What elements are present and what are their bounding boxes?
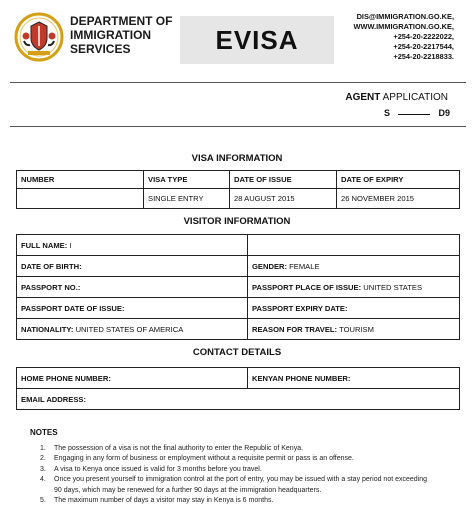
cell-visa-type: SINGLE ENTRY	[144, 189, 230, 209]
application-label: APPLICATION	[380, 92, 448, 103]
passport-place-cell	[248, 277, 460, 298]
email-cell	[17, 389, 460, 410]
full-name-value: I	[69, 240, 72, 250]
document-title: EVISA	[215, 25, 299, 55]
note-text: Once you present yourself to immigration control at the port of entry, you may be issued with a stay period not exceeding	[54, 476, 428, 484]
code-redaction-line	[398, 114, 430, 115]
nationality-cell	[17, 319, 248, 340]
note-item	[40, 444, 460, 454]
contact-phone-2: +254-20-2217544,	[393, 42, 454, 51]
department-line-1: DEPARTMENT OF	[70, 14, 173, 28]
home-phone-cell	[17, 368, 248, 389]
visitor-row-passport-dates	[17, 298, 460, 319]
note-text: Engaging in any form of business or employment without a requisite permit or pass is an offense.	[54, 455, 354, 463]
header-divider	[10, 82, 466, 83]
full-name-label: FULL NAME:	[21, 240, 68, 250]
note-text: 90 days, which may be renewed for a further 90 days at the immigration headquarters.	[54, 486, 322, 494]
header-date-of-issue: DATE OF ISSUE	[230, 171, 337, 189]
note-number: 5.	[40, 497, 46, 505]
note-item-continuation	[40, 486, 460, 496]
visitor-info-title: VISITOR INFORMATION	[183, 216, 291, 227]
nationality-value: UNITED STATES OF AMERICA	[75, 324, 184, 334]
empty-cell	[248, 235, 460, 256]
contact-email[interactable]: DIS@IMMIGRATION.GO.KE,	[356, 12, 454, 21]
visitor-info-table	[16, 234, 460, 340]
notes-list	[40, 444, 460, 506]
contact-details-title: CONTACT DETAILS	[192, 347, 282, 358]
code-end: D9	[438, 108, 450, 118]
visitor-row-name	[17, 235, 460, 256]
agent-application	[345, 92, 448, 103]
dob-cell	[17, 256, 248, 277]
notes-title: NOTES	[30, 428, 58, 437]
note-number: 4.	[40, 476, 46, 484]
note-text: The maximum number of days a visitor may stay in Kenya is 6 months.	[54, 497, 274, 505]
contact-website[interactable]: WWW.IMMIGRATION.GO.KE,	[353, 22, 454, 31]
visa-info-data-row	[17, 189, 460, 209]
note-item	[40, 475, 460, 485]
gender-label: GENDER:	[252, 261, 288, 271]
cell-date-of-expiry: 26 NOVEMBER 2015	[337, 189, 460, 209]
note-number: 1.	[40, 445, 46, 452]
note-number: 3.	[40, 465, 46, 473]
nationality-label: NATIONALITY:	[21, 324, 74, 334]
contact-phone-1: +254-20-2222022,	[393, 32, 454, 41]
note-number	[40, 486, 54, 496]
application-code	[384, 108, 450, 120]
header-date-of-expiry: DATE OF EXPIRY	[337, 171, 460, 189]
visitor-row-nationality	[17, 319, 460, 340]
visa-info-table	[16, 170, 460, 209]
cell-number	[17, 189, 144, 209]
header-number: NUMBER	[17, 171, 144, 189]
agent-divider	[10, 126, 466, 127]
agent-label: AGENT	[345, 92, 381, 103]
full-name-cell	[17, 235, 248, 256]
gender-cell	[248, 256, 460, 277]
email-label: EMAIL ADDRESS:	[21, 394, 86, 404]
contact-block	[354, 12, 454, 62]
gender-value: FEMALE	[289, 261, 320, 271]
reason-label: REASON FOR TRAVEL:	[252, 324, 338, 334]
contact-phone-3: +254-20-2218833.	[393, 52, 454, 61]
contact-row-email	[17, 389, 460, 410]
visa-info-title: VISA INFORMATION	[191, 153, 283, 164]
reason-cell	[248, 319, 460, 340]
title-box	[180, 16, 334, 64]
passport-place-label: PASSPORT PLACE OF ISSUE:	[252, 282, 362, 292]
passport-place-value: UNITED STATES	[363, 282, 423, 292]
note-text: A visa to Kenya once issued is valid for 3 months before you travel.	[54, 465, 262, 473]
note-number: 2.	[40, 455, 46, 463]
note-item	[40, 496, 460, 506]
cell-date-of-issue: 28 AUGUST 2015	[230, 189, 337, 209]
kenyan-phone-cell	[248, 368, 460, 389]
header-visa-type: VISA TYPE	[144, 171, 230, 189]
visitor-row-dob	[17, 256, 460, 277]
passport-date-label: PASSPORT DATE OF ISSUE:	[21, 303, 125, 313]
reason-value: TOURISM	[339, 324, 374, 334]
passport-expiry-label: PASSPORT EXPIRY DATE:	[252, 303, 348, 313]
passport-no-cell	[17, 277, 248, 298]
department-line-3: SERVICES	[70, 42, 131, 56]
passport-expiry-cell	[248, 298, 460, 319]
note-item	[40, 454, 460, 464]
passport-date-cell	[17, 298, 248, 319]
visitor-row-passport	[17, 277, 460, 298]
coat-of-arms-logo	[14, 12, 64, 62]
department-name	[70, 14, 172, 56]
passport-no-label: PASSPORT NO.:	[21, 282, 81, 292]
code-start: S	[384, 108, 391, 118]
note-text: The possession of a visa is not the final authority to enter the Republic of Kenya.	[54, 445, 304, 452]
contact-row-phones	[17, 368, 460, 389]
kenyan-phone-label: KENYAN PHONE NUMBER:	[252, 373, 351, 383]
home-phone-label: HOME PHONE NUMBER:	[21, 373, 111, 383]
visa-info-header-row	[17, 171, 460, 189]
dob-label: DATE OF BIRTH:	[21, 261, 82, 271]
department-line-2: IMMIGRATION	[70, 28, 152, 42]
contact-details-table	[16, 367, 460, 410]
note-item	[40, 465, 460, 475]
